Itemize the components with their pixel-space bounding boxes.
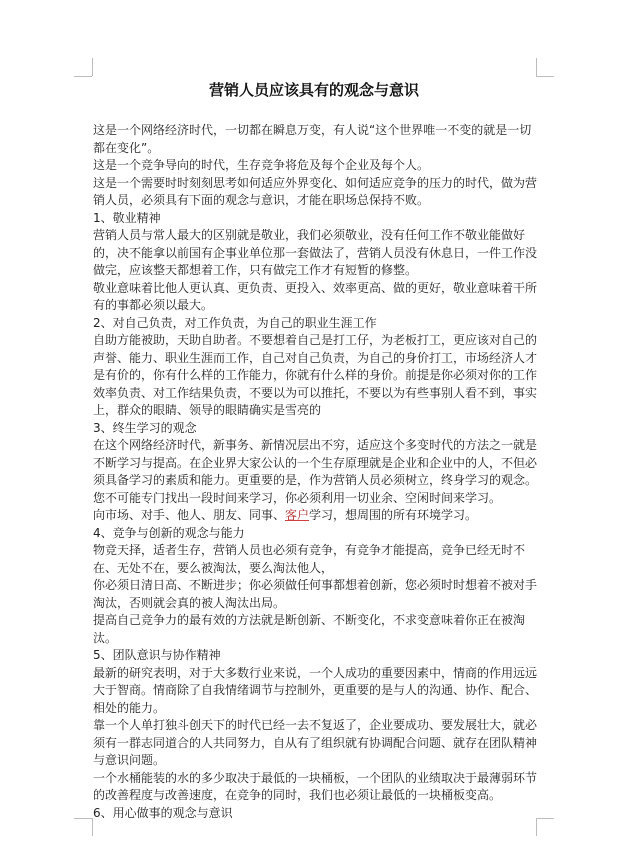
paragraph-text: 向市场、对手、他人、朋友、同事、 (93, 508, 286, 522)
document-title: 营销人员应该具有的观念与意识 (208, 81, 419, 99)
paragraph: 一个水桶能装的水的多少取决于最低的一块桶板，一个团队的业绩取决于最薄弱环节的改善程度与改善速度，在竞争的同时，我们也必须让最低的一块桶板变高。 (93, 770, 538, 802)
page-corner-mark-top-left (74, 76, 92, 77)
paragraph: 在这个网络经济时代，新事务、新情况层出不穷，适应这个多变时代的方法之一就是不断学习与提高。在企业界大家公认的一个生存原理就是企业和企业中的人，不但必须具备学习的素质和能力。更重要的是，作为营销人员必须树立，终身学习的观念。 (93, 438, 538, 487)
section-heading: 6、用心做事的观念与意识 (93, 805, 233, 820)
page-corner-mark-bottom-right (536, 818, 554, 819)
paragraph: 靠一个人单打独斗创天下的时代已经一去不复返了，企业要成功、要发展壮大，就必须有一群志同道合的人共同努力，自从有了组织就有协调配合问题、就存在团队精神与意识问题。 (93, 718, 538, 767)
page-corner-mark-bottom-left (74, 818, 92, 819)
paragraph: 敬业意味着比他人更认真、更负责、更投入、效率更高、做的更好，敬业意味着干所有的事都必须以最大。 (93, 280, 538, 312)
paragraph: 最新的研究表明，对于大多数行业来说，一个人成功的重要因素中，情商的作用远远大于智商。情商除了自我情绪调节与控制外，更重要的是与人的沟通、协作、配合、相处的能力。 (93, 665, 538, 715)
paragraph: 你必须日清日高、不断进步；你必须做任何事都想着创新，您必须时时想着不被对手淘汰，否则就会真的被人淘汰出局。 (93, 578, 538, 610)
paragraph: 这是一个需要时时刻刻思考如何适应外界变化、如何适应竞争的压力的时代，做为营销人员，必须具有下面的观念与意识，才能在职场总保持不败。 (93, 175, 538, 207)
page-corner-mark-top-left-vertical (92, 58, 93, 76)
paragraph: 提高自己竞争力的最有效的方法就是断创新、不断变化，不求变意味着你正在被淘汰。 (93, 613, 526, 645)
section-heading: 4、竞争与创新的观念与能力 (93, 525, 245, 540)
spellcheck-marked-word: 客户 (285, 508, 310, 522)
paragraph: 自助方能被助，天助自助者。不要想着自己是打工仔，为老板打工，更应该对自己的声誉、能力、职业生涯而工作，自己对自己负责，为自己的身价打工，市场经济人才是有价的，你有什么样的工作能力，你就有什么样的身价。前提是你必须对你的工作效率负责、对工作结果负责，不要以为可以推托，不要以为有些事别人看不到，事实上，群众的眼睛、领导的眼睛确实是雪亮的 (93, 333, 538, 417)
section-heading: 1、敬业精神 (93, 210, 161, 225)
section-heading: 5、团队意识与协作精神 (93, 648, 221, 662)
paragraph: 这是一个竞争导向的时代，生存竞争将危及每个企业及每个人。 (93, 158, 430, 172)
page-corner-mark-top-right-vertical (536, 58, 537, 76)
section-heading: 2、对自己负责，对工作负责，为自己的职业生涯工作 (93, 315, 377, 330)
paragraph: 您不可能专门找出一段时间来学习，你必须利用一切业余、空闲时间来学习。 (93, 490, 502, 505)
paragraph: 这是一个网络经济时代，一切都在瞬息万变，有人说“这个世界唯一不变的就是一切都在变化”。 (93, 123, 532, 155)
section-heading: 3、终生学习的观念 (93, 420, 197, 435)
paragraph (93, 507, 537, 525)
page-corner-mark-top-right (536, 76, 554, 77)
paragraph: 营销人员与常人最大的区别就是敬业，我们必须敬业，没有任何工作不敬业能做好的，决不能拿以前国有企事业单位那一套做法了，营销人员没有休息日，一件工作没做完，应该整天都想着工作，只有做完工作才有短暂的修整。 (93, 228, 538, 277)
document-body (93, 122, 537, 822)
paragraph: 物竞天择，适者生存，营销人员也必须有竞争，有竞争才能提高，竞争已经无时不在、无处不在，要么被淘汰，要么淘汰他人， (93, 543, 526, 575)
paragraph-text: 学习，想周围的所有环境学习。 (309, 508, 478, 522)
